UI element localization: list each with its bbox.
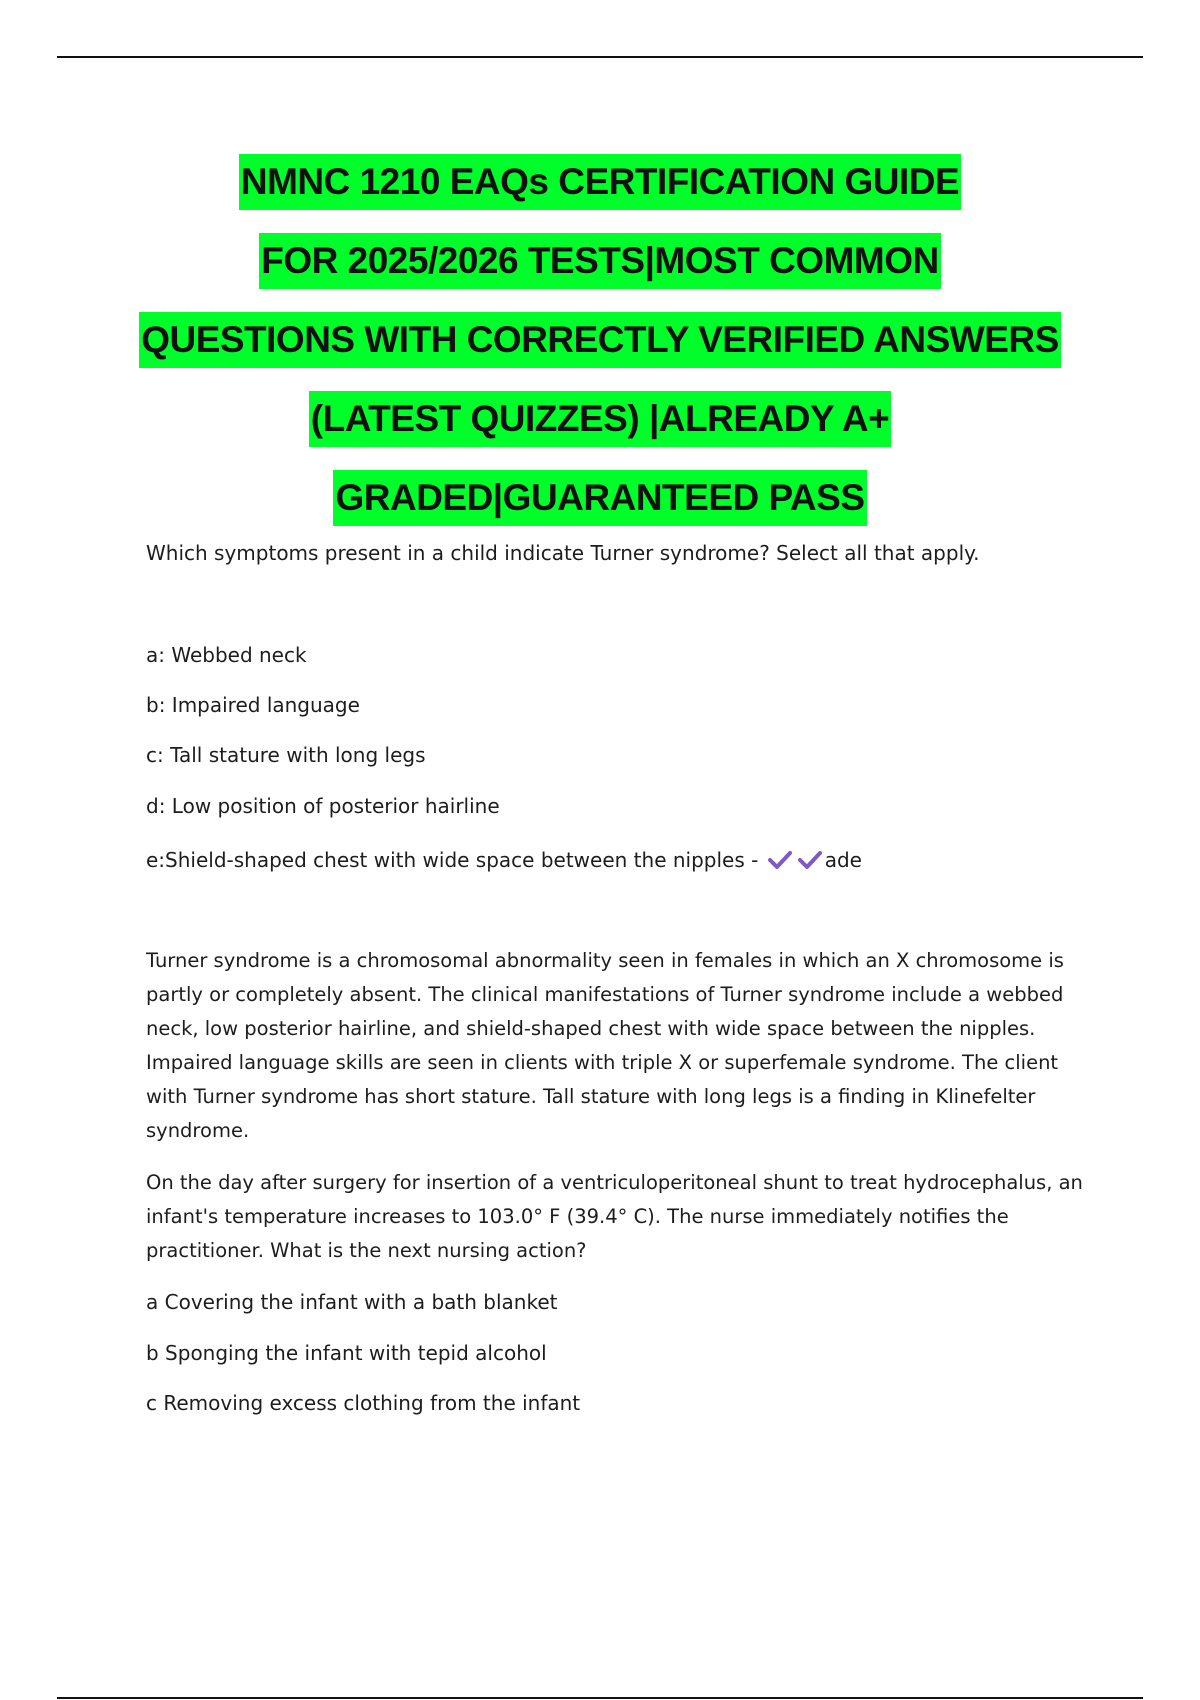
- check-icon: [797, 850, 823, 870]
- option-e-suffix: ade: [824, 848, 862, 872]
- title-text-4: (LATEST QUIZZES) |ALREADY A+: [309, 391, 891, 447]
- question-1-option-b: b: Impaired language: [146, 693, 360, 717]
- question-2-option-b: b Sponging the infant with tepid alcohol: [146, 1341, 547, 1365]
- question-1-option-c: c: Tall stature with long legs: [146, 743, 426, 767]
- title-line-3: [100, 300, 1100, 379]
- title-line-5: [100, 458, 1100, 537]
- check-icon: [767, 850, 793, 870]
- question-2-option-a: a Covering the infant with a bath blanket: [146, 1290, 558, 1314]
- question-1-prompt: Which symptoms present in a child indicate Turner syndrome? Select all that apply.: [146, 541, 980, 565]
- title-text-1: NMNC 1210 EAQs CERTIFICATION GUIDE: [239, 154, 961, 210]
- title-line-2: [100, 221, 1100, 300]
- document-title: [100, 142, 1100, 537]
- option-e-text: e:Shield-shaped chest with wide space between the nipples -: [146, 848, 759, 872]
- bottom-rule: [57, 1697, 1143, 1699]
- title-text-5: GRADED|GUARANTEED PASS: [333, 470, 866, 526]
- question-2-prompt: On the day after surgery for insertion of a ventriculoperitoneal shunt to treat hydrocephalus, an infant's temperature increases to 103.0° F (39.4° C). The nurse immediately notifies the practitioner. What is the next nursing action?: [146, 1171, 1083, 1262]
- title-line-1: [100, 142, 1100, 221]
- question-1-option-a: a: Webbed neck: [146, 643, 307, 667]
- top-rule: [57, 56, 1143, 58]
- title-text-2: FOR 2025/2026 TESTS|MOST COMMON: [259, 233, 940, 289]
- question-1-option-e: [146, 848, 862, 872]
- question-2-option-c: c Removing excess clothing from the infant: [146, 1391, 581, 1415]
- question-1-option-d: d: Low position of posterior hairline: [146, 794, 500, 818]
- title-text-3: QUESTIONS WITH CORRECTLY VERIFIED ANSWERS: [139, 312, 1061, 368]
- title-line-4: [100, 379, 1100, 458]
- question-1-explanation: Turner syndrome is a chromosomal abnormality seen in females in which an X chromosome is partly or completely absent. The clinical manifestations of Turner syndrome include a webbed neck, low posterior hairline, and shield-shaped chest with wide space between the nipples. Impaired language skills are seen in clients with triple X or superfemale syndrome. The client with Turner syndrome has short stature. Tall stature with long legs is a finding in Klinefelter syndrome.: [146, 949, 1064, 1142]
